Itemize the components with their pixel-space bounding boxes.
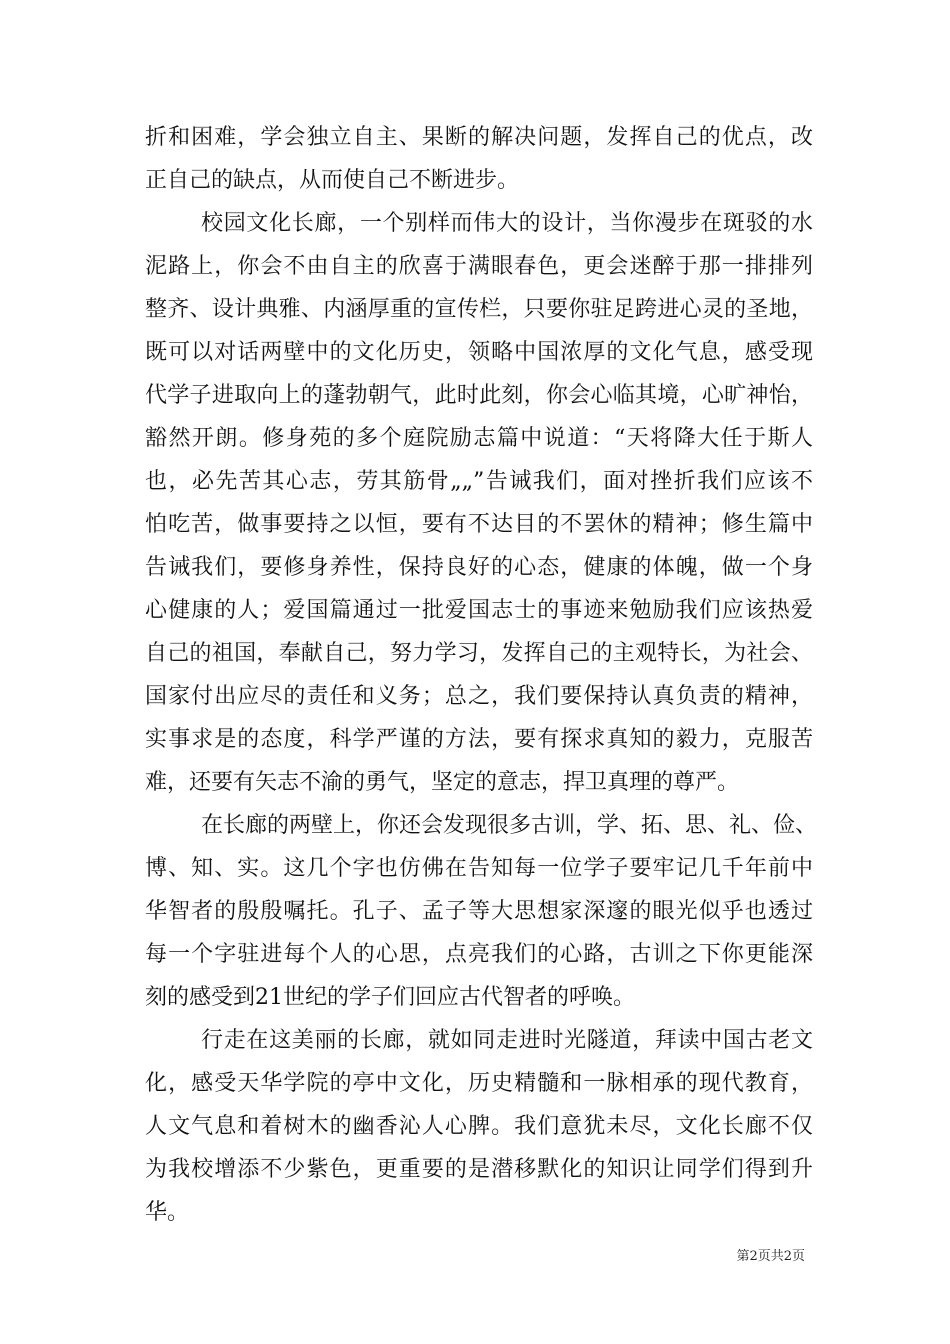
paragraph [145,804,818,1019]
text-line: 自己的祖国，奉献自己，努力学习，发挥自己的主观特长，为社会、 [145,641,813,666]
text-line: 泥路上，你会不由自主的欣喜于满眼春色，更会迷醉于那一排排列 [145,254,813,279]
text-line: 怕吃苦，做事要持之以恒，要有不达目的不罢休的精神；修生篇中 [145,512,813,537]
text-line: 既可以对话两壁中的文化历史，领略中国浓厚的文化气息，感受现 [145,340,813,365]
body-text [145,116,818,1234]
paragraph [145,202,813,804]
text-line: 豁然开朗。修身苑的多个庭院励志篇中说道：“天将降大任于斯人 [145,426,813,451]
text-line: 心健康的人；爱国篇通过一批爱国志士的事迹来勉励我们应该热爱 [145,598,813,623]
text-line: 为我校增添不少紫色，更重要的是潜移默化的知识让同学们得到升 [145,1157,813,1182]
paragraph [145,116,813,202]
text-line: 化，感受天华学院的亭中文化，历史精髓和一脉相承的现代教育， [145,1071,813,1096]
text-line: 实事求是的态度，科学严谨的方法，要有探求真知的毅力，克服苦 [145,727,813,752]
text-line: 华。 [145,1200,190,1225]
text-line: 整齐、设计典雅、内涵厚重的宣传栏，只要你驻足跨进心灵的圣地， [145,297,813,322]
text-line: 在长廊的两壁上，你还会发现很多古训，学、拓、思、礼、俭、 [201,813,818,838]
text-line: 刻的感受到21世纪的学子们回应古代智者的呼唤。 [145,985,635,1010]
text-line: 也，必先苦其心志，劳其筋骨„„”告诫我们，面对挫折我们应该不 [145,469,813,494]
text-line: 每一个字驻进每个人的心思，点亮我们的心路，古训之下你更能深 [145,942,813,967]
text-line: 人文气息和着树木的幽香沁人心脾。我们意犹未尽，文化长廊不仅 [145,1114,813,1139]
text-line: 折和困难，学会独立自主、果断的解决问题，发挥自己的优点，改 [145,125,813,150]
text-line: 博、知、实。这几个字也仿佛在告知每一位学子要牢记几千年前中 [145,856,813,881]
page-number-footer: 第2页共2页 [736,1249,805,1264]
text-line: 告诫我们，要修身养性，保持良好的心态，健康的体魄，做一个身 [145,555,813,580]
text-line: 华智者的殷殷嘱托。孔子、孟子等大思想家深邃的眼光似乎也透过 [145,899,813,924]
text-line: 代学子进取向上的蓬勃朝气，此时此刻，你会心临其境，心旷神怡， [145,383,813,408]
text-line: 正自己的缺点，从而使自己不断进步。 [145,168,520,193]
text-line: 行走在这美丽的长廊，就如同走进时光隧道，拜读中国古老文 [201,1028,813,1053]
text-line: 校园文化长廊，一个别样而伟大的设计，当你漫步在斑驳的水 [201,211,813,236]
paragraph [145,1019,813,1234]
text-line: 国家付出应尽的责任和义务；总之，我们要保持认真负责的精神， [145,684,813,709]
text-line: 难，还要有矢志不渝的勇气，坚定的意志，捍卫真理的尊严。 [145,770,740,795]
